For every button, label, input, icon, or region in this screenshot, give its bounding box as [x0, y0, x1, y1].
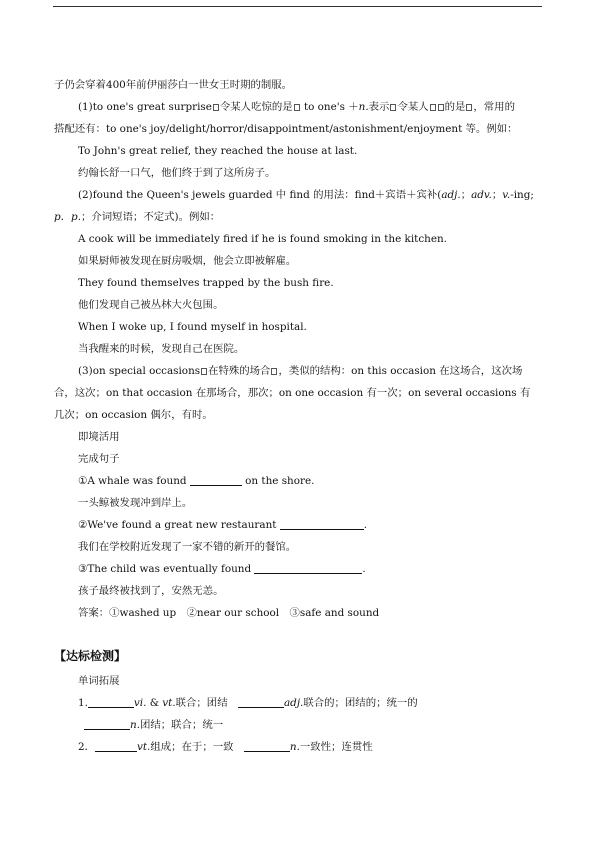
- answer-blank[interactable]: [88, 696, 134, 708]
- exercise-item: ①A whale was found on the shore.: [78, 475, 315, 487]
- answer-blank[interactable]: [190, 474, 242, 486]
- note-3-line: 几次；on occasion 偶尔，有时。: [54, 409, 213, 421]
- note-3-line: (3)on special occasions 在特殊的场合 ，类似的结构：on this occasion 在这场合，这次场: [78, 365, 523, 377]
- answer-blank[interactable]: [238, 696, 284, 708]
- example-zh: 当我醒来的时候，发现自己在医院。: [78, 343, 245, 355]
- note-2-line: p．p.；介词短语；不定式)。例如：: [54, 211, 221, 223]
- answer-blank[interactable]: [95, 740, 137, 752]
- placeholder-box: [466, 104, 472, 111]
- example-zh: 如果厨师被发现在厨房吸烟，他会立即被解雇。: [78, 255, 297, 267]
- example-zh: 他们发现自己被丛林大火包围。: [78, 299, 224, 311]
- para-line: 子仍会穿着400年前伊丽莎白一世女王时期的制服。: [54, 79, 293, 91]
- note-3-line: 合，这次；on that occasion 在那场合，那次；on one occasion 有一次；on several occasions 有: [54, 387, 531, 399]
- example-en: They found themselves trapped by the bush fire.: [78, 277, 334, 289]
- vocab-item: 2． vt.组成；在于；一致 n.一致性；连贯性: [78, 741, 373, 753]
- placeholder-box: [390, 104, 396, 111]
- placeholder-box: [201, 368, 207, 375]
- exercise-heading: 完成句子: [78, 453, 120, 465]
- answer-blank[interactable]: [280, 518, 364, 530]
- vocab-item: n.团结；联合；统一: [84, 718, 541, 732]
- exercise-item: ③The child was eventually found .: [78, 563, 366, 575]
- note-1-line: (1)to one's great surprise 令某人吃惊的是 to one's ＋n.表示 令某人 的是 ，常用的: [78, 101, 515, 113]
- example-en: To John's great relief, they reached the house at last.: [78, 145, 358, 157]
- placeholder-box: [271, 368, 277, 375]
- example-en: A cook will be immediately fired if he is found smoking in the kitchen.: [78, 233, 447, 245]
- subsection-label: 单词拓展: [78, 675, 120, 687]
- example-zh: 约翰长舒一口气，他们终于到了这所房子。: [78, 167, 276, 179]
- answer-key: 答案：①washed up ②near our school ③safe and sound: [78, 607, 380, 619]
- example-en: When I woke up, I found myself in hospital.: [78, 321, 307, 333]
- answer-blank[interactable]: [84, 718, 130, 730]
- vocab-item: 1. vi. & vt.联合；团结 adj.联合的；团结的；统一的: [78, 697, 418, 709]
- note-2-line: (2)found the Queen's jewels guarded 中 find 的用法：find＋宾语＋宾补(adj.；adv.；v.-ing;: [78, 189, 534, 201]
- answer-blank[interactable]: [244, 740, 290, 752]
- note-1-line: 搭配还有：to one's joy/delight/horror/disappointment/astonishment/enjoyment 等。例如：: [54, 123, 518, 135]
- section-label: 即境活用: [78, 431, 120, 443]
- placeholder-box: [294, 104, 300, 111]
- answer-blank[interactable]: [254, 562, 362, 574]
- exercise-translation: 孩子最终被找到了，安然无恙。: [78, 585, 224, 597]
- exercise-translation: 一头鲸被发现冲到岸上。: [78, 497, 193, 509]
- placeholder-box: [438, 104, 444, 111]
- header-rule: [53, 6, 542, 7]
- exercise-item: ②We've found a great new restaurant .: [78, 519, 368, 531]
- exercise-translation: 我们在学校附近发现了一家不错的新开的餐馆。: [78, 541, 297, 553]
- placeholder-box: [213, 104, 219, 111]
- section-heading: 【达标检测】: [54, 649, 127, 663]
- placeholder-box: [430, 104, 436, 111]
